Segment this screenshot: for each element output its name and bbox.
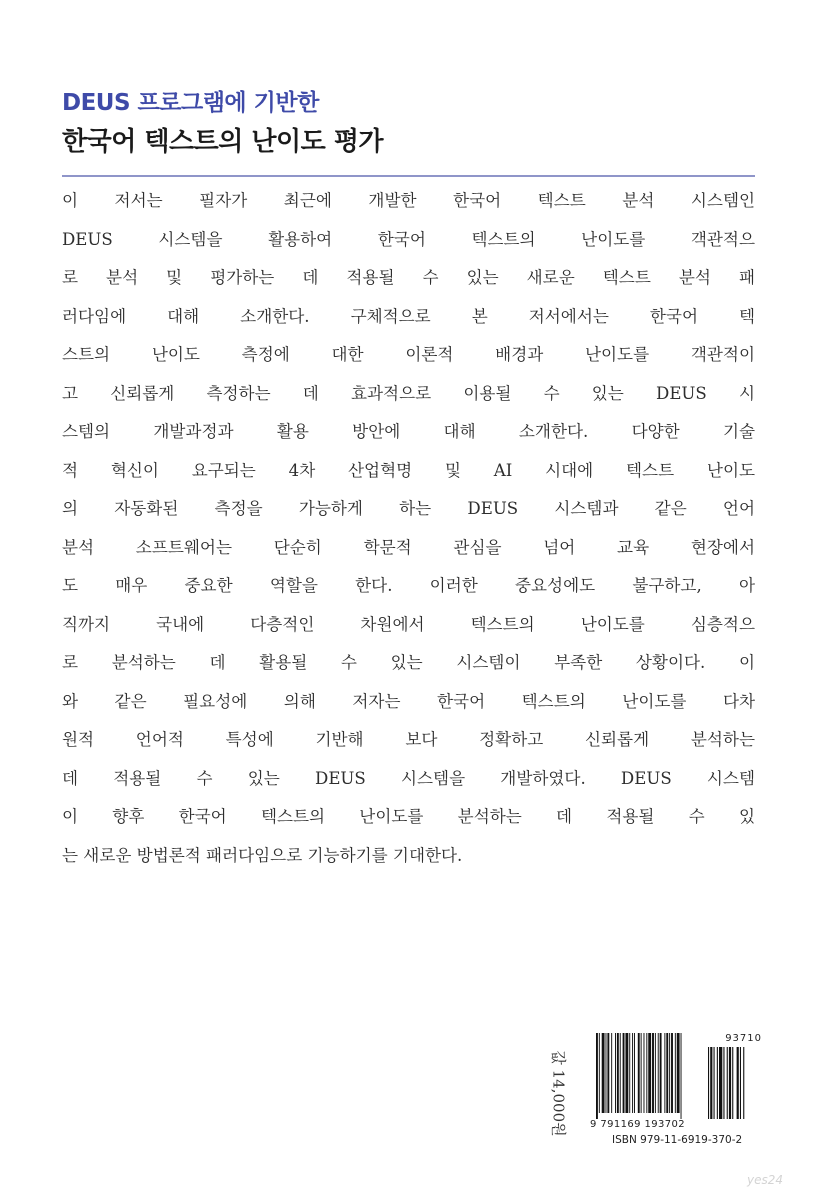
barcode-bar <box>625 1033 628 1113</box>
barcode-bars <box>590 1033 766 1119</box>
body-line: 원적 언어적 특성에 기반해 보다 정확하고 신뢰롭게 분석하는 <box>62 730 755 749</box>
body-line: 와 같은 필요성에 의해 저자는 한국어 텍스트의 난이도를 다차 <box>62 691 755 711</box>
barcode-addon-bar <box>723 1047 724 1119</box>
barcode-bar <box>602 1033 605 1113</box>
barcode-addon-bar <box>714 1047 715 1119</box>
barcode-bar <box>607 1033 609 1113</box>
barcode-bar <box>677 1033 680 1113</box>
barcode-bar <box>658 1033 659 1113</box>
barcode-bar <box>675 1033 676 1113</box>
barcode-addon-bar <box>717 1047 718 1119</box>
barcode-bar <box>664 1033 665 1113</box>
body-line: 이 향후 한국어 텍스트의 난이도를 분석하는 데 적용될 수 있 <box>62 807 755 826</box>
body-line: 도 매우 중요한 역할을 한다. 이러한 중요성에도 불구하고, 아 <box>62 576 755 595</box>
body-line: 스트의 난이도 측정에 대한 이론적 배경과 난이도를 객관적이 <box>62 345 755 364</box>
barcode-addon-bar <box>719 1047 722 1119</box>
barcode-bar <box>599 1033 600 1113</box>
body-line: 분석 소프트웨어는 단순히 학문적 관심을 넘어 교육 현장에서 <box>62 537 755 557</box>
barcode-bar <box>606 1033 607 1113</box>
barcode-bar <box>620 1033 621 1113</box>
price-label <box>547 1038 571 1148</box>
barcode-addon-code: 93710 <box>725 1033 762 1044</box>
barcode-bar <box>634 1033 635 1113</box>
barcode-bar <box>648 1033 651 1113</box>
barcode-bar <box>666 1033 668 1113</box>
barcode-bar <box>632 1033 633 1113</box>
isbn-number: ISBN 979-11-6919-370-2 <box>612 1134 743 1146</box>
body-line: 직까지 국내에 다층적인 차원에서 텍스트의 난이도를 심층적으 <box>62 614 755 634</box>
body-line: 데 적용될 수 있는 DEUS 시스템을 개발하였다. DEUS 시스템 <box>62 768 755 788</box>
body-line: 는 새로운 방법론적 패러다임으로 기능하기를 기대한다. <box>62 845 463 865</box>
barcode-bar <box>652 1033 654 1113</box>
barcode-addon-bar <box>708 1047 709 1119</box>
barcode-addon-bar <box>743 1047 744 1119</box>
barcode-bar <box>655 1033 656 1113</box>
barcode-bar <box>617 1033 619 1113</box>
body-line: 로 분석 및 평가하는 데 적용될 수 있는 새로운 텍스트 분석 패 <box>62 268 755 287</box>
barcode-addon-bar <box>740 1047 741 1119</box>
barcode-digits: 9 791169 193702 <box>590 1119 686 1130</box>
price-text: 값 14,000원 <box>549 1049 568 1137</box>
body-line: 고 신뢰롭게 측정하는 데 효과적으로 이용될 수 있는 DEUS 시 <box>62 383 755 403</box>
divider-rule <box>62 175 755 177</box>
body-line: 적 혁신이 요구되는 4차 산업혁명 및 AI 시대에 텍스트 난이도 <box>62 460 755 480</box>
barcode-bar <box>644 1033 645 1113</box>
description-text <box>62 182 755 875</box>
barcode-addon-bar <box>737 1047 739 1119</box>
body-line: 이 저서는 필자가 최근에 개발한 한국어 텍스트 분석 시스템인 <box>62 191 755 210</box>
barcode-bar <box>629 1033 630 1113</box>
watermark-logo: yes24 <box>747 1173 784 1187</box>
barcode-addon-bar <box>732 1047 733 1119</box>
body-line: 스템의 개발과정과 활용 방안에 대해 소개한다. 다양한 기술 <box>62 422 755 441</box>
body-line: 러다임에 대해 소개한다. 구체적으로 본 저서에서는 한국어 텍 <box>62 306 755 326</box>
body-line: DEUS 시스템을 활용하여 한국어 텍스트의 난이도를 객관적으 <box>62 229 755 249</box>
barcode-bar <box>638 1033 640 1113</box>
isbn-barcode <box>590 1033 766 1151</box>
barcode-bar <box>646 1033 647 1113</box>
barcode-addon-bar <box>729 1047 731 1119</box>
barcode-bar <box>596 1033 598 1119</box>
book-title: 한국어 텍스트의 난이도 평가 <box>62 127 384 157</box>
body-line: 로 분석하는 데 활용될 수 있는 시스템이 부족한 상황이다. 이 <box>62 653 755 672</box>
barcode-bar <box>623 1033 625 1113</box>
barcode-bar <box>671 1033 673 1113</box>
barcode-addon-bar <box>727 1047 728 1119</box>
barcode-bar <box>681 1033 682 1119</box>
book-subtitle: DEUS 프로그램에 기반한 <box>62 90 319 116</box>
barcode-addon-bar <box>710 1047 712 1119</box>
barcode-bar <box>611 1033 612 1113</box>
barcode-bar <box>615 1033 616 1113</box>
barcode-bar <box>660 1033 662 1113</box>
barcode-bar <box>669 1033 670 1113</box>
barcode-bar <box>641 1033 642 1113</box>
body-line: 의 자동화된 측정을 가능하게 하는 DEUS 시스템과 같은 언어 <box>62 499 755 518</box>
